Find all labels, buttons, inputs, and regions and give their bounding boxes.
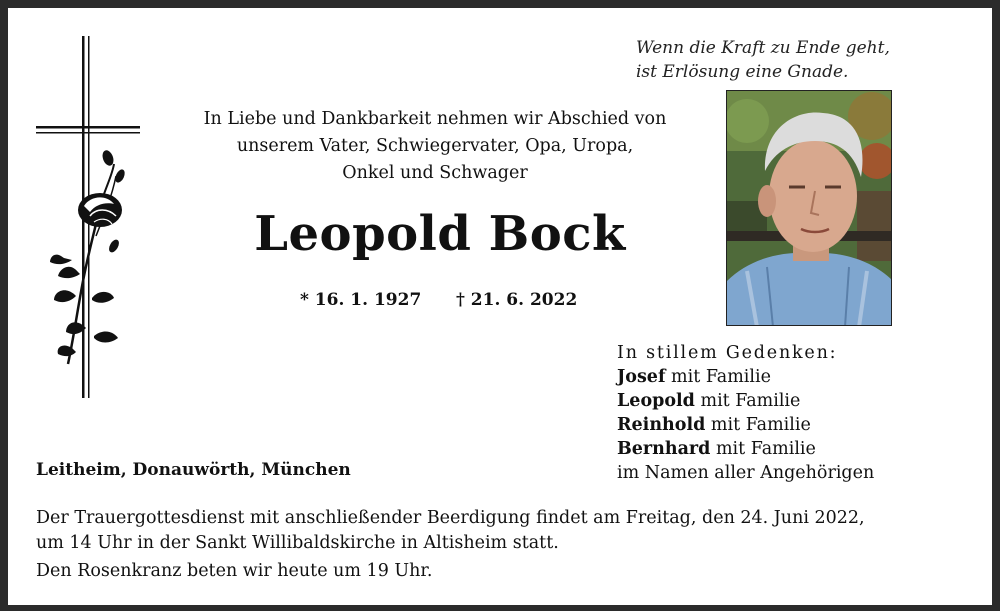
mourner-row [617,389,874,413]
portrait-photo [726,90,892,326]
quote [636,36,890,84]
intro-line-1: In Liebe und Dankbarkeit nehmen wir Abschied von [203,109,667,129]
mourner-suffix: mit Familie [705,415,811,435]
service-line-1: Der Trauergottesdienst mit anschließender Beerdigung findet am Freitag, den 24. Juni 2022, [36,508,865,528]
cross-with-rose-icon [34,36,144,398]
mourner-suffix: mit Familie [665,367,771,387]
intro-line-2: unserem Vater, Schwiegervater, Opa, Uropa, [236,136,634,156]
mourners-block [617,341,874,485]
rosary-info: Den Rosenkranz beten wir heute um 19 Uhr. [36,561,433,581]
place-names: Leitheim, Donauwörth, München [36,460,351,480]
mourners-header: In stillem Gedenken: [617,343,838,363]
mourner-suffix: mit Familie [694,391,801,411]
mourner-row [617,365,874,389]
quote-line-1: Wenn die Kraft zu Ende geht, [636,38,890,58]
mourner-name: Bernhard [617,439,711,459]
deceased-name: Leopold Bock [254,206,626,262]
mourner-name: Josef [617,367,666,387]
mourner-name: Leopold [617,391,695,411]
death-date: † 21. 6. 2022 [456,290,578,310]
mourner-row [617,413,874,437]
mourner-suffix: mit Familie [710,439,816,459]
mourners-closing: im Namen aller Angehörigen [617,463,875,483]
birth-date: * 16. 1. 1927 [300,290,422,310]
service-line-2: um 14 Uhr in der Sankt Willibaldskirche in Altisheim statt. [36,533,559,553]
mourner-row [617,437,874,461]
quote-line-2: ist Erlösung eine Gnade. [636,62,849,82]
mourner-name: Reinhold [617,415,706,435]
intro-line-3: Onkel und Schwager [342,163,528,183]
service-info [36,506,966,556]
intro-text [150,106,720,187]
